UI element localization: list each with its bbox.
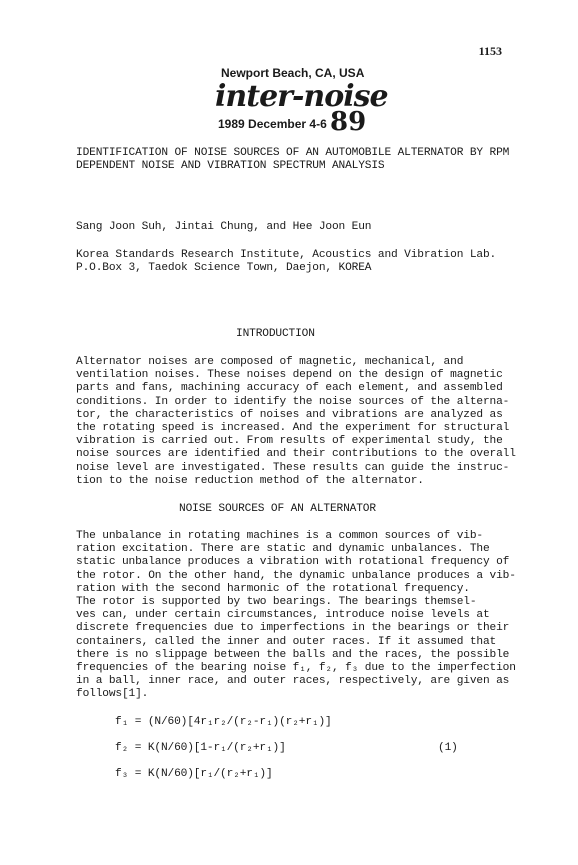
body-line: containers, called the inner and outer races. If it assumed that xyxy=(76,635,497,648)
affiliation-line: Korea Standards Research Institute, Acoustics and Vibration Lab. xyxy=(76,249,497,261)
body-line: tor, the characteristics of noises and vibrations are analyzed as xyxy=(76,408,503,421)
affiliation xyxy=(76,249,506,275)
paper-title xyxy=(76,147,510,173)
body-line: ventilation noises. These noises depend on the design of magnetic xyxy=(76,369,503,382)
introduction-body xyxy=(76,356,516,488)
paper-title-line: DEPENDENT NOISE AND VIBRATION SPECTRUM ANALYSIS xyxy=(76,160,385,173)
conference-year: 89 xyxy=(330,107,367,137)
equation-f3: f₃ = K(N/60)[r₁/(r₂+r₁)] xyxy=(115,768,273,780)
body-line: The rotor is supported by two bearings. The bearings themsel- xyxy=(76,596,477,609)
body-line: there is no slippage between the balls and the races, the possible xyxy=(76,648,510,661)
body-line: parts and fans, machining accuracy of each element, and assembled xyxy=(76,382,503,395)
body-line: tion to the noise reduction method of the alternator. xyxy=(76,474,424,487)
section-heading-noise-sources: NOISE SOURCES OF AN ALTERNATOR xyxy=(179,503,376,515)
body-line: ves can, under certain circumstances, introduce noise levels at xyxy=(76,609,490,622)
author-list xyxy=(76,221,506,234)
noise-sources-body xyxy=(76,530,516,702)
equation-f2: f₂ = K(N/60)[1-r₁/(r₂+r₁)] xyxy=(115,742,286,754)
body-line: ration with the second harmonic of the rotational frequency. xyxy=(76,582,470,595)
body-line: vibration is carried out. From results of experimental study, the xyxy=(76,435,503,448)
conference-location: Newport Beach, CA, USA xyxy=(221,66,365,80)
body-line: the rotor. On the other hand, the dynamic unbalance produces a vib- xyxy=(76,569,516,582)
body-line: noise level are investigated. These results can guide the instruc- xyxy=(76,461,510,474)
body-line: Alternator noises are composed of magnetic, mechanical, and xyxy=(76,356,464,368)
page-number: 1153 xyxy=(478,44,502,58)
body-line: the rotating speed is increased. And the experiment for structural xyxy=(76,422,510,435)
body-line: discrete frequencies due to imperfections in the bearings or their xyxy=(76,622,510,635)
body-line: noise sources are identified and their contributions to the overall xyxy=(76,448,516,461)
body-line: ration excitation. There are static and dynamic unbalances. The xyxy=(76,543,490,556)
equation-number: (1) xyxy=(438,742,458,754)
section-heading-introduction: INTRODUCTION xyxy=(236,328,315,340)
authors: Sang Joon Suh, Jintai Chung, and Hee Joon Eun xyxy=(76,221,372,233)
body-line: in a ball, inner race, and outer races, respectively, are given as xyxy=(76,675,510,688)
body-line: frequencies of the bearing noise f₁, f₂, f₃ due to the imperfection xyxy=(76,662,516,675)
body-line: follows[1]. xyxy=(76,688,149,701)
affiliation-line: P.O.Box 3, Taedok Science Town, Daejon, KOREA xyxy=(76,262,372,275)
equation-f1: f₁ = (N/60)[4r₁r₂/(r₂-r₁)(r₂+r₁)] xyxy=(115,716,332,728)
body-line: static unbalance produces a vibration with rotational frequency of xyxy=(76,556,510,569)
body-line: conditions. In order to identify the noise sources of the alterna- xyxy=(76,395,510,408)
conference-logo: inter-noise xyxy=(215,79,388,114)
paper-title-line: IDENTIFICATION OF NOISE SOURCES OF AN AUTOMOBILE ALTERNATOR BY RPM xyxy=(76,147,510,159)
conference-date: 1989 December 4-6 xyxy=(218,117,327,131)
body-line: The unbalance in rotating machines is a common sources of vib- xyxy=(76,530,483,542)
